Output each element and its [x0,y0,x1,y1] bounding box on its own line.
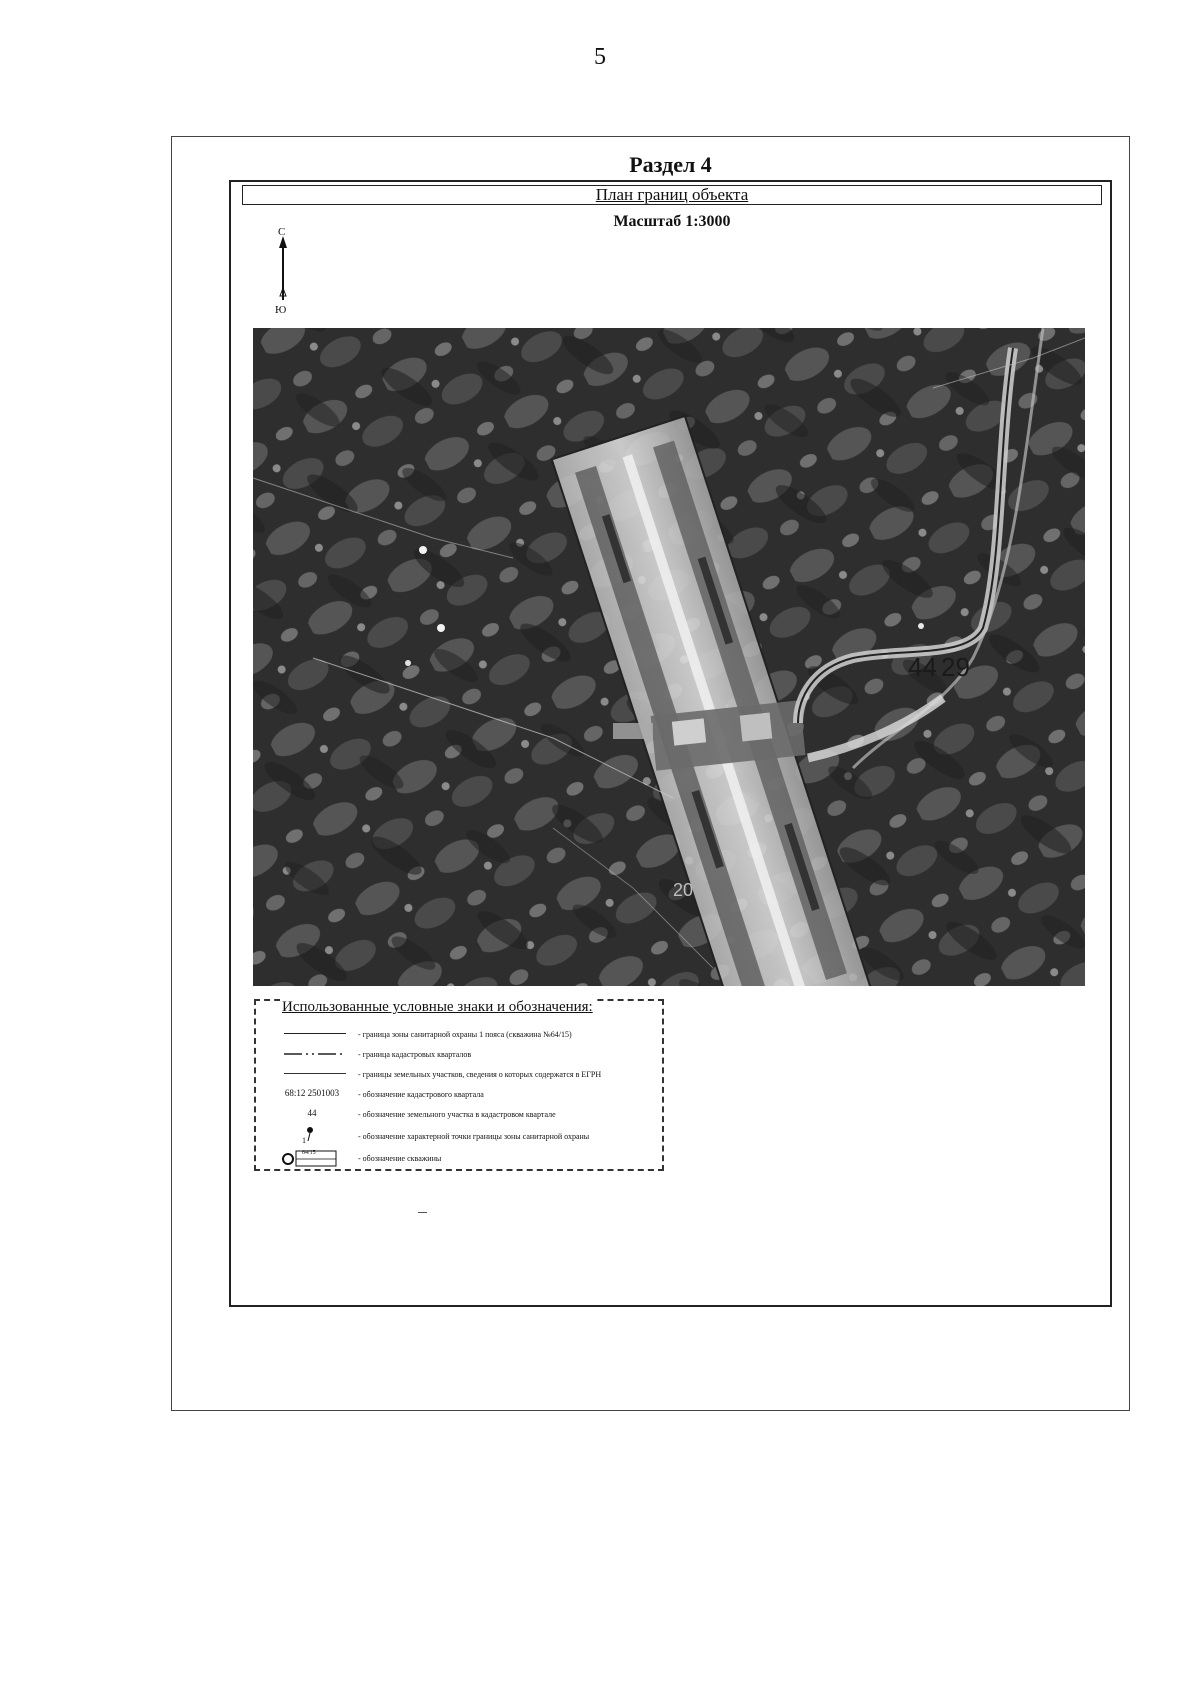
boundary-point-marker[interactable] [419,546,427,554]
legend-item [266,1083,658,1105]
dash-dot-line-symbol [266,1043,358,1065]
section-title: Раздел 4 [629,152,712,177]
legend-item [266,1147,658,1169]
aerial-map-image [253,328,1085,986]
well-number: 64/15 [302,1150,316,1156]
solid-line-symbol [266,1023,358,1045]
legend-item [266,1043,658,1065]
parcel-label-20: 20 [673,880,694,900]
legend-item-text: - обозначение земельного участка в кадастровом квартале [358,1109,556,1119]
legend-item [266,1103,658,1125]
cadastral-quarter-symbol: 68:12 2501003 [284,1088,340,1098]
legend-item-text: - обозначение скважины [358,1153,442,1163]
boundary-point-marker[interactable] [405,660,411,666]
legend-item-text: - граница зоны санитарной охраны 1 пояса (скважина №64/15) [358,1029,572,1039]
page-number: 5 [594,44,606,70]
thin-line-symbol [266,1063,358,1085]
legend-item-text: - обозначение кадастрового квартала [358,1089,484,1099]
legend-item-text: - граница кадастровых кварталов [358,1049,472,1059]
boundary-point-number: 1 [302,1136,306,1145]
legend-item [266,1023,658,1045]
legend-title: Использованные условные знаки и обозначения: [282,999,593,1015]
divider [418,1212,427,1213]
legend-item [266,1063,658,1085]
legend-item-text: - обозначение характерной точки границы зоны санитарной охраны [358,1131,590,1141]
scale-label: Масштаб 1:3000 [613,213,731,230]
boundary-point-marker[interactable] [918,623,924,629]
south-label: Ю [275,304,287,316]
legend-item-text: - границы земельных участков, сведения о которых содержатся в ЕГРН [358,1069,602,1079]
plan-title-box [242,185,1102,205]
north-arrow [270,226,300,318]
parcel-label-44: 44 [908,652,937,682]
boundary-point-marker[interactable] [437,624,445,632]
parcel-label-29: 29 [941,652,970,682]
legend-item [266,1125,658,1147]
parcel-number-symbol: 44 [307,1108,317,1118]
aerial-map[interactable] [253,328,1085,986]
boundary-point-icon [266,1125,358,1147]
plan-title: План границ объекта [595,185,749,204]
north-label: С [278,226,286,238]
map-legend [254,999,664,1171]
